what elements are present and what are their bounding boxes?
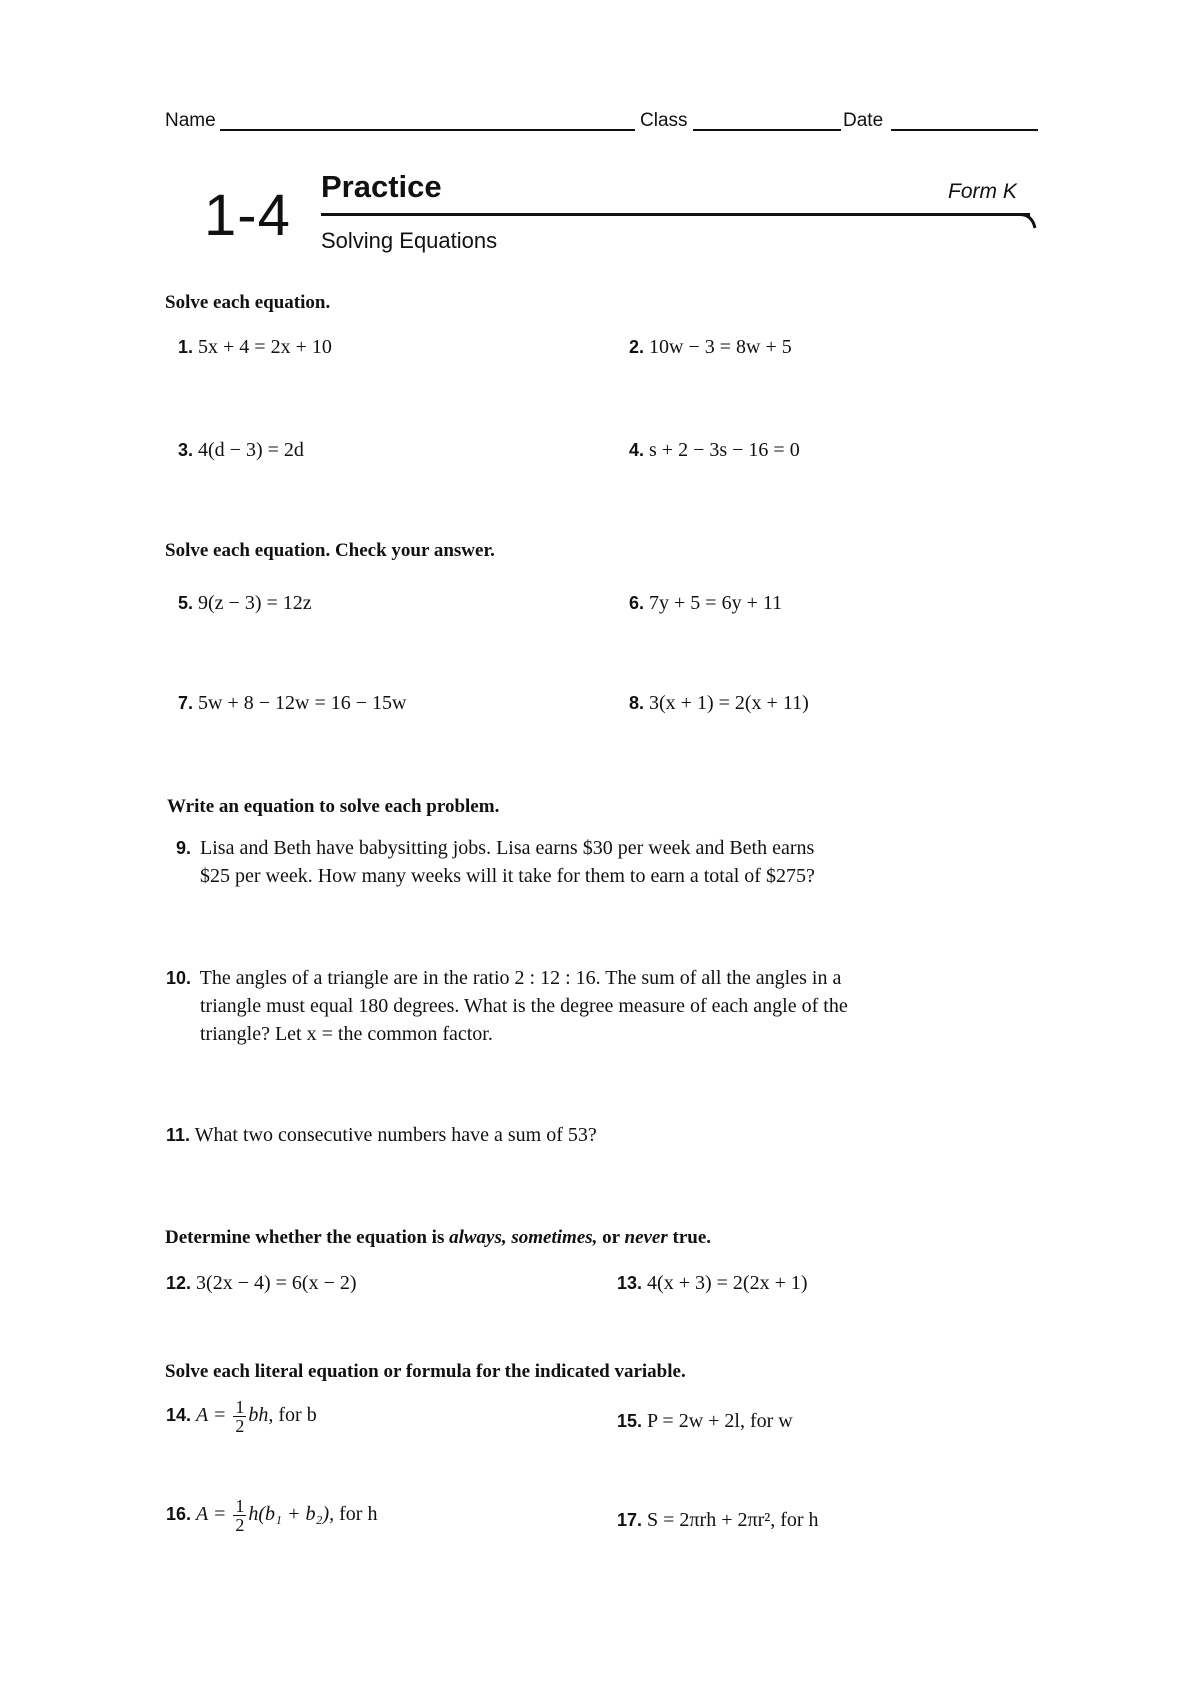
date-label: Date xyxy=(843,110,884,131)
problem-7: 7. 5w + 8 − 12w = 16 − 15w xyxy=(178,692,407,714)
section-heading-1: Solve each equation. xyxy=(165,292,331,313)
problem-5: 5. 9(z − 3) = 12z xyxy=(178,592,312,614)
title-rule xyxy=(321,213,1030,216)
section-heading-5: Solve each literal equation or formula for the indicated variable. xyxy=(165,1361,686,1382)
problem-10: 10. The angles of a triangle are in the ratio 2 : 12 : 16. The sum of all the angles in a triangle must equal 180 degrees. What is the degree measure of each angle of the triangle? Let x = the common factor. xyxy=(166,967,848,1045)
date-field[interactable] xyxy=(891,129,1038,131)
problem-11: 11. What two consecutive numbers have a sum of 53? xyxy=(166,1124,597,1146)
rule-hook-icon xyxy=(1020,210,1040,234)
problem-4: 4. s + 2 − 3s − 16 = 0 xyxy=(629,439,800,461)
problem-6: 6. 7y + 5 = 6y + 11 xyxy=(629,592,783,614)
class-field[interactable] xyxy=(693,129,841,131)
section-heading-3: Write an equation to solve each problem. xyxy=(167,796,500,817)
problem-16: 16. A = $\frac{1}{2}$ h(b₁ + b₂), for h xyxy=(166,1496,378,1535)
problem-14: 14. A = $\frac{1}{2}$ bh, for b xyxy=(166,1397,317,1436)
problem-13: 13. 4(x + 3) = 2(2x + 1) xyxy=(617,1272,808,1294)
section-heading-2: Solve each equation. Check your answer. xyxy=(165,540,495,561)
problem-9: 9. Lisa and Beth have babysitting jobs. Lisa earns $30 per week and Beth earns $25 per week. How many weeks will it take for them to earn a total of $275? xyxy=(176,837,815,887)
problem-3: 3. 4(d − 3) = 2d xyxy=(178,439,304,461)
problem-17: 17. S = 2πrh + 2πr², for h xyxy=(617,1509,819,1531)
name-label: Name xyxy=(165,110,216,131)
section-heading-4: Determine whether the equation is always, sometimes, or never true. xyxy=(165,1227,712,1248)
page-title: Practice xyxy=(321,169,442,204)
problem-15: 15. P = 2w + 2l, for w xyxy=(617,1410,793,1432)
form-label: Form K xyxy=(948,180,1017,203)
page-subtitle: Solving Equations xyxy=(321,228,498,253)
lesson-number: 1-4 xyxy=(204,183,291,248)
problem-12: 12. 3(2x − 4) = 6(x − 2) xyxy=(166,1272,357,1294)
class-label: Class xyxy=(640,110,688,131)
problem-1: 1. 5x + 4 = 2x + 10 xyxy=(178,336,332,358)
name-field[interactable] xyxy=(220,129,635,131)
problem-2: 2. 10w − 3 = 8w + 5 xyxy=(629,336,792,358)
problem-8: 8. 3(x + 1) = 2(x + 11) xyxy=(629,692,809,714)
